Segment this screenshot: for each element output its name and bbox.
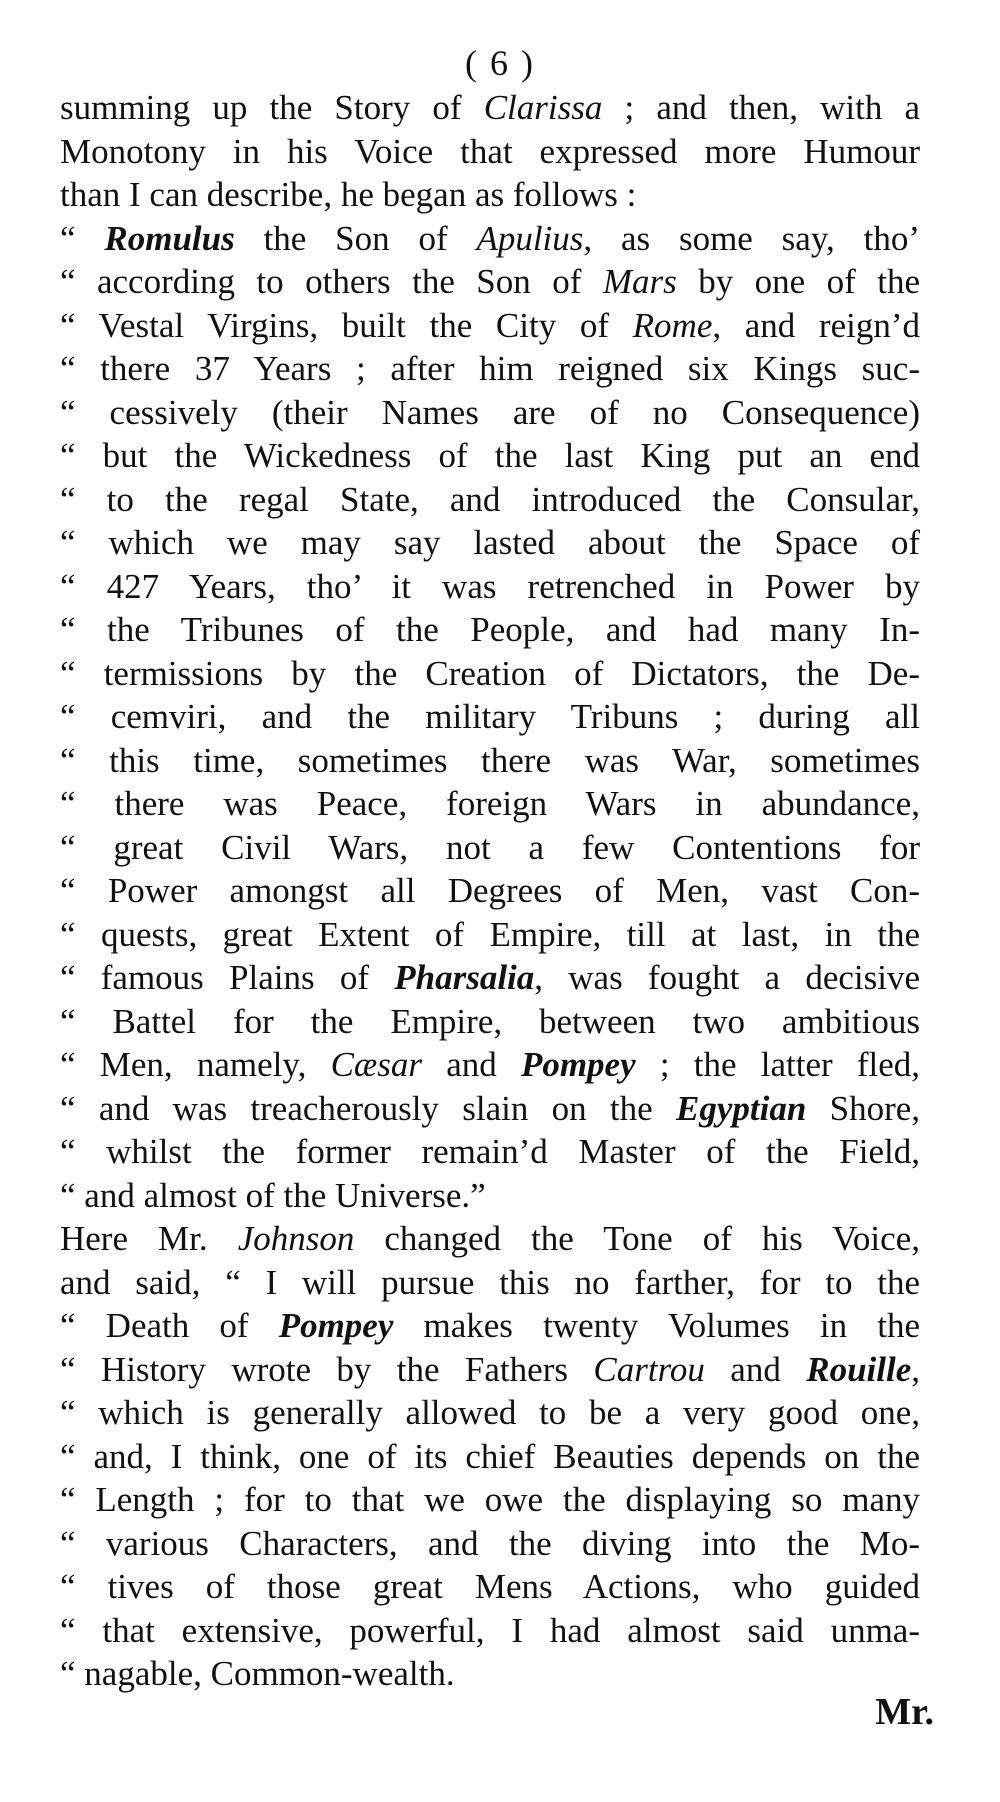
text-run: “ Vestal Virgins, built the City of: [60, 305, 633, 345]
text-line: [60, 1217, 920, 1261]
text-run: “ that extensive, powerful, I had almost said unma-: [60, 1610, 920, 1650]
text-run: “ this time, sometimes there was War, sometimes: [60, 740, 920, 780]
text-line: [60, 565, 920, 609]
text-line: [60, 1348, 920, 1392]
text-run: than I can describe, he began as follows :: [60, 175, 637, 214]
text-run: “ Battel for the Empire, between two ambitious: [60, 1001, 920, 1041]
italic-name: Johnson: [237, 1219, 355, 1258]
text-run: ; the latter fled,: [635, 1045, 921, 1084]
text-line: [60, 1391, 920, 1435]
catchword: Mr.: [875, 1691, 934, 1733]
text-line: [60, 1304, 920, 1348]
text-run: “ there 37 Years ; after him reigned six Kings suc-: [60, 349, 920, 388]
text-line: [60, 521, 920, 565]
text-line: [60, 1261, 920, 1305]
italic-name: Cæsar: [330, 1045, 422, 1084]
text-line: [60, 1000, 920, 1044]
text-line: [60, 391, 920, 435]
italic-name: Romulus: [104, 218, 235, 258]
text-line: [60, 1043, 920, 1087]
text-run: and said, “ I will pursue this no farther, for to the: [60, 1262, 920, 1302]
text-run: Here Mr.: [60, 1219, 238, 1258]
text-line: [60, 1174, 920, 1218]
text-run: “ Length ; for to that we owe the displaying so many: [60, 1480, 920, 1519]
italic-name: Pharsalia: [394, 958, 535, 997]
text-line: [60, 434, 920, 478]
text-line: [60, 652, 920, 696]
text-run: “ quests, great Extent of Empire, till at last, in the: [60, 914, 920, 954]
text-run: “ great Civil Wars, not a few Contentions for: [60, 827, 920, 867]
italic-name: Cartrou: [593, 1349, 705, 1389]
italic-name: Clarissa: [483, 88, 603, 127]
italic-name: Rouille: [806, 1349, 912, 1389]
text-run: “ and was treacherously slain on the: [60, 1088, 676, 1128]
text-line: [60, 1435, 920, 1479]
text-run: “ various Characters, and the diving into the Mo-: [60, 1523, 920, 1563]
text-run: makes twenty Volumes in the: [393, 1306, 920, 1345]
text-run: by one of the: [676, 262, 920, 301]
text-run: “ which is generally allowed to be a very good one,: [60, 1393, 920, 1432]
text-run: “ Power amongst all Degrees of Men, vast Con-: [60, 871, 920, 910]
text-line: [60, 1652, 920, 1696]
text-run: “ the Tribunes of the People, and had many In-: [60, 610, 920, 649]
text-line: [60, 347, 920, 391]
text-line: [60, 1609, 920, 1653]
text-run: “ termissions by the Creation of Dictators, the De-: [60, 653, 920, 693]
text-run: “ cemviri, and the military Tribuns ; during all: [60, 697, 920, 736]
text-line: [60, 608, 920, 652]
text-run: , was fought a decisive: [534, 958, 920, 997]
text-line: [60, 956, 920, 1000]
text-run: “ Death of: [60, 1306, 279, 1345]
page-text: [60, 86, 920, 1696]
text-line: [60, 304, 920, 348]
text-line: [60, 1130, 920, 1174]
text-line: [60, 782, 920, 826]
text-run: “ 427 Years, tho’ it was retrenched in Power by: [60, 566, 920, 606]
text-run: ,: [911, 1349, 920, 1389]
text-line: [60, 478, 920, 522]
text-line: [60, 217, 920, 261]
text-run: Shore,: [806, 1088, 921, 1128]
text-run: ; and then, with a: [602, 88, 920, 127]
text-run: “ nagable, Common-wealth.: [60, 1654, 455, 1693]
italic-name: Pompey: [520, 1045, 636, 1084]
text-line: [60, 739, 920, 783]
text-line: [60, 1478, 920, 1522]
text-line: [60, 826, 920, 870]
text-run: “ whilst the former remain’d Master of the Field,: [60, 1132, 920, 1171]
text-run: summing up the Story of: [60, 88, 484, 127]
text-line: [60, 1565, 920, 1609]
text-run: “ but the Wickedness of the last King put an end: [60, 436, 920, 475]
page-number: ( 6 ): [465, 43, 535, 83]
text-line: [60, 1087, 920, 1131]
text-run: “ according to others the Son of: [60, 262, 603, 301]
text-run: , and reign’d: [712, 305, 921, 345]
text-run: the Son of: [234, 218, 477, 258]
italic-name: Rome: [632, 305, 713, 345]
text-run: “ and almost of the Universe.”: [60, 1175, 486, 1215]
text-run: and: [422, 1045, 521, 1084]
text-line: [60, 130, 920, 174]
text-line: [60, 260, 920, 304]
text-run: changed the Tone of his Voice,: [354, 1219, 920, 1258]
text-line: [60, 86, 920, 130]
text-run: “ which we may say lasted about the Space of: [60, 523, 920, 562]
text-run: Monotony in his Voice that expressed more Humour: [60, 131, 920, 171]
text-run: and: [704, 1349, 807, 1389]
text-run: “ tives of those great Mens Actions, who guided: [60, 1567, 920, 1606]
text-line: [60, 173, 920, 217]
text-run: “ Men, namely,: [60, 1045, 331, 1084]
italic-name: Pompey: [278, 1306, 394, 1345]
text-line: [60, 869, 920, 913]
text-run: “ to the regal State, and introduced the Consular,: [60, 479, 920, 519]
text-run: “ and, I think, one of its chief Beauties depends on the: [60, 1436, 920, 1476]
text-run: “ famous Plains of: [60, 958, 395, 997]
italic-name: Apulius: [476, 218, 584, 258]
text-line: [60, 695, 920, 739]
text-run: , as some say, tho’: [583, 218, 920, 258]
text-line: [60, 1522, 920, 1566]
text-run: “: [60, 218, 105, 258]
italic-name: Mars: [602, 262, 677, 301]
text-line: [60, 913, 920, 957]
text-run: “ History wrote by the Fathers: [60, 1349, 594, 1389]
text-run: “ cessively (their Names are of no Consequence): [60, 392, 920, 432]
italic-name: Egyptian: [676, 1088, 807, 1128]
text-run: “ there was Peace, foreign Wars in abundance,: [60, 784, 920, 823]
